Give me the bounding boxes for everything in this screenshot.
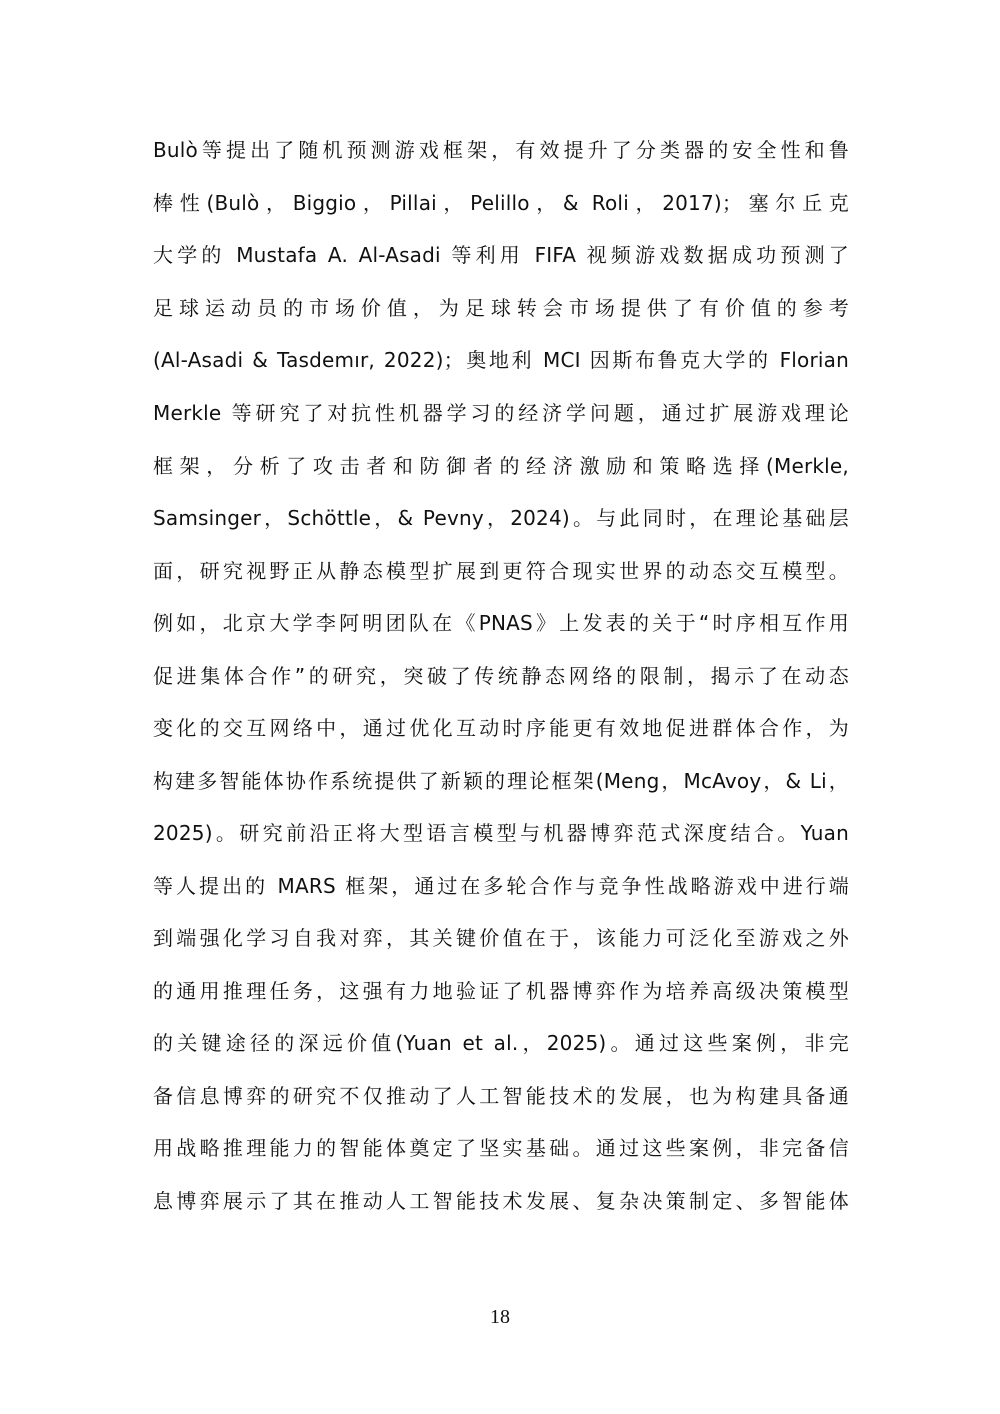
body-text-line: Samsinger，Schöttle，& Pevny，2024)。与此同时，在理论基础层 <box>153 506 849 530</box>
body-text-line: (Al-Asadi & Tasdemır, 2022)；奥地利 MCI 因斯布鲁克大学的 Florian <box>153 348 849 372</box>
body-text-line: Bulò等提出了随机预测游戏框架，有效提升了分类器的安全性和鲁 <box>153 138 849 162</box>
body-text-line: 促进集体合作”的研究，突破了传统静态网络的限制，揭示了在动态 <box>153 664 849 688</box>
page-number: 18 <box>490 1306 510 1328</box>
body-text-line: 构建多智能体协作系统提供了新颖的理论框架(Meng，McAvoy，& Li， <box>153 769 849 793</box>
body-text-line: Merkle 等研究了对抗性机器学习的经济学问题，通过扩展游戏理论 <box>153 401 849 425</box>
body-text-line: 足球运动员的市场价值，为足球转会市场提供了有价值的参考 <box>153 296 849 320</box>
body-text-line: 息博弈展示了其在推动人工智能技术发展、复杂决策制定、多智能体 <box>153 1189 849 1213</box>
body-text-line: 变化的交互网络中，通过优化互动时序能更有效地促进群体合作，为 <box>153 716 849 740</box>
body-text-line: 棒性(Bulò，Biggio，Pillai，Pelillo，& Roli，2017)；塞尔丘克 <box>153 191 849 215</box>
body-text-line: 面，研究视野正从静态模型扩展到更符合现实世界的动态交互模型。 <box>153 559 849 583</box>
body-text-line: 等人提出的 MARS 框架，通过在多轮合作与竞争性战略游戏中进行端 <box>153 874 849 898</box>
body-text-line: 大学的 Mustafa A. Al-Asadi 等利用 FIFA 视频游戏数据成功预测了 <box>153 243 849 267</box>
body-text-line: 框架，分析了攻击者和防御者的经济激励和策略选择(Merkle, <box>153 454 849 478</box>
body-text-line: 例如，北京大学李阿明团队在《PNAS》上发表的关于“时序相互作用 <box>153 611 849 635</box>
body-text-line: 2025)。研究前沿正将大型语言模型与机器博弈范式深度结合。Yuan <box>153 821 849 845</box>
body-text-line: 备信息博弈的研究不仅推动了人工智能技术的发展，也为构建具备通 <box>153 1084 849 1108</box>
body-text-line: 到端强化学习自我对弈，其关键价值在于，该能力可泛化至游戏之外 <box>153 926 849 950</box>
body-text-line: 用战略推理能力的智能体奠定了坚实基础。通过这些案例，非完备信 <box>153 1136 849 1160</box>
body-text-line: 的关键途径的深远价值(Yuan et al.，2025)。通过这些案例，非完 <box>153 1031 849 1055</box>
body-text-line: 的通用推理任务，这强有力地验证了机器博弈作为培养高级决策模型 <box>153 979 849 1003</box>
